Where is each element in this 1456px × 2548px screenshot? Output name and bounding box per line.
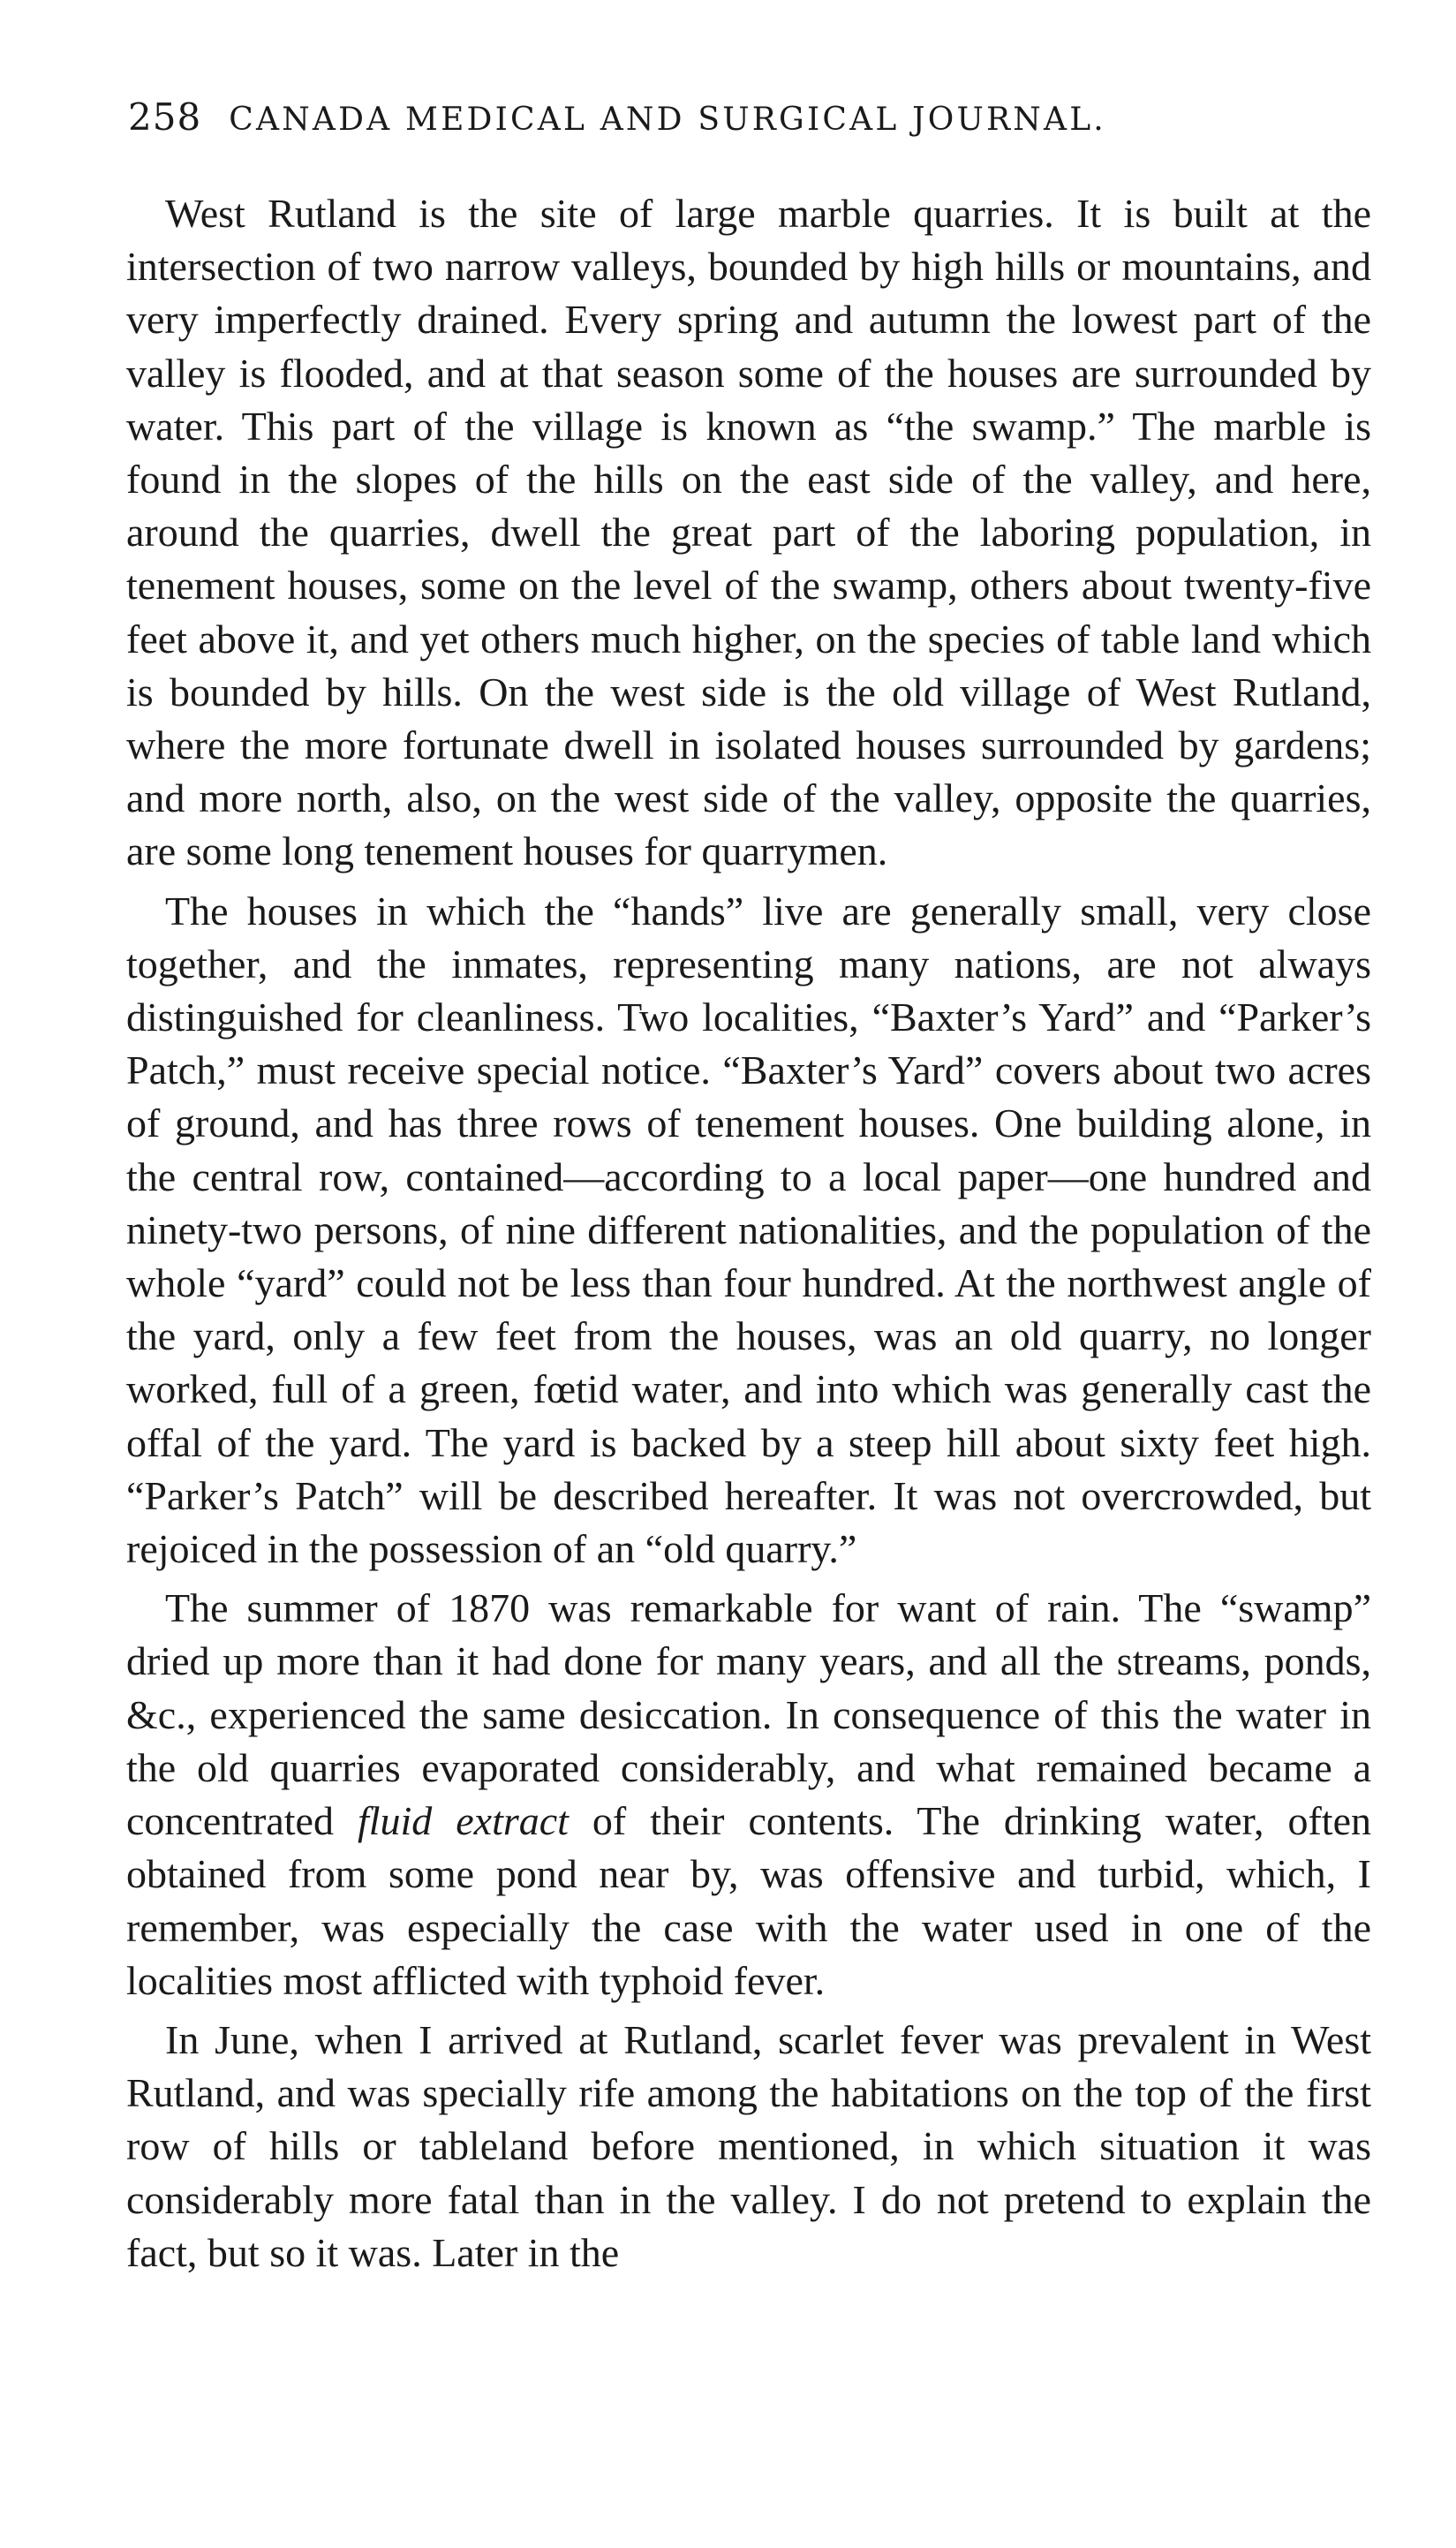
paragraph-houses: The houses in which the “hands” live are generally small, very close together, and the inmates, representing many nations, are not always distinguished for cleanliness. Two localities, “Baxter’s Yard” and “Parker’s Patch,” must receive special notice. “Baxter’s Yard” covers about two acres of ground, and has three rows of tenement houses. One building alone, in the central row, contained—according to a local paper—one hundred and ninety-two persons, of nine different nationalities, and the population of the whole “yard” could not be less than four hundred. At the northwest angle of the yard, only a few feet from the houses, was an old quarry, no longer worked, full of a green, fœtid water, and into which was generally cast the offal of the yard. The yard is backed by a steep hill about sixty feet high. “Parker’s Patch” will be described hereafter. It was not overcrowded, but rejoiced in the possession of an “old quarry.” xyxy=(126,888,1371,1572)
paragraph-text: The summer of 1870 was remarkable for want of rain. The “swamp” dried up more than it had done for many years, and all the streams, ponds, &c., experienced the same desiccation. In consequence of this the water in the old quarries evaporated considerably, and what remained became a concentrated xyxy=(126,1585,1371,1844)
running-head xyxy=(128,91,1364,144)
journal-title: CANADA MEDICAL AND SURGICAL JOURNAL. xyxy=(229,102,1106,138)
paragraph-june: In June, when I arrived at Rutland, scarlet fever was prevalent in West Rutland, and was specially rife among the habitations on the top of the first row of hills or tableland before mentioned, in which situation it was considerably more fatal than in the valley. I do not pretend to explain the fact, but so it was. Later in the xyxy=(126,2016,1371,2275)
paragraph-west-rutland: West Rutland is the site of large marble quarries. It is built at the intersection of two narrow valleys, bounded by high hills or mountains, and very imperfectly drained. Every spring and autumn the lowest part of the valley is flooded, and at that season some of the houses are surrounded by water. This part of the village is known as “the swamp.” The marble is found in the slopes of the hills on the east side of the valley, and here, around the quarries, dwell the great part of the laboring population, in tenement houses, some on the level of the swamp, others about twenty-five feet above it, and yet others much higher, on the species of table land which is bounded by hills. On the west side is the old village of West Rutland, where the more fortunate dwell in isolated houses surrounded by gardens; and more north, also, on the west side of the valley, opposite the quarries, are some long tenement houses for quarrymen. xyxy=(126,191,1371,874)
italic-phrase: fluid extract xyxy=(357,1798,569,1844)
page-number: 258 xyxy=(128,95,202,139)
paragraph-text: of their contents. The drinking water, often obtained from some pond near by, was offensive and turbid, which, I remember, was especially the case with the water used in one of the localities most afflicted with typhoid fever. xyxy=(126,1798,1371,2003)
paragraph-summer-1870 xyxy=(126,1582,1371,2007)
article-body xyxy=(126,187,1371,2280)
